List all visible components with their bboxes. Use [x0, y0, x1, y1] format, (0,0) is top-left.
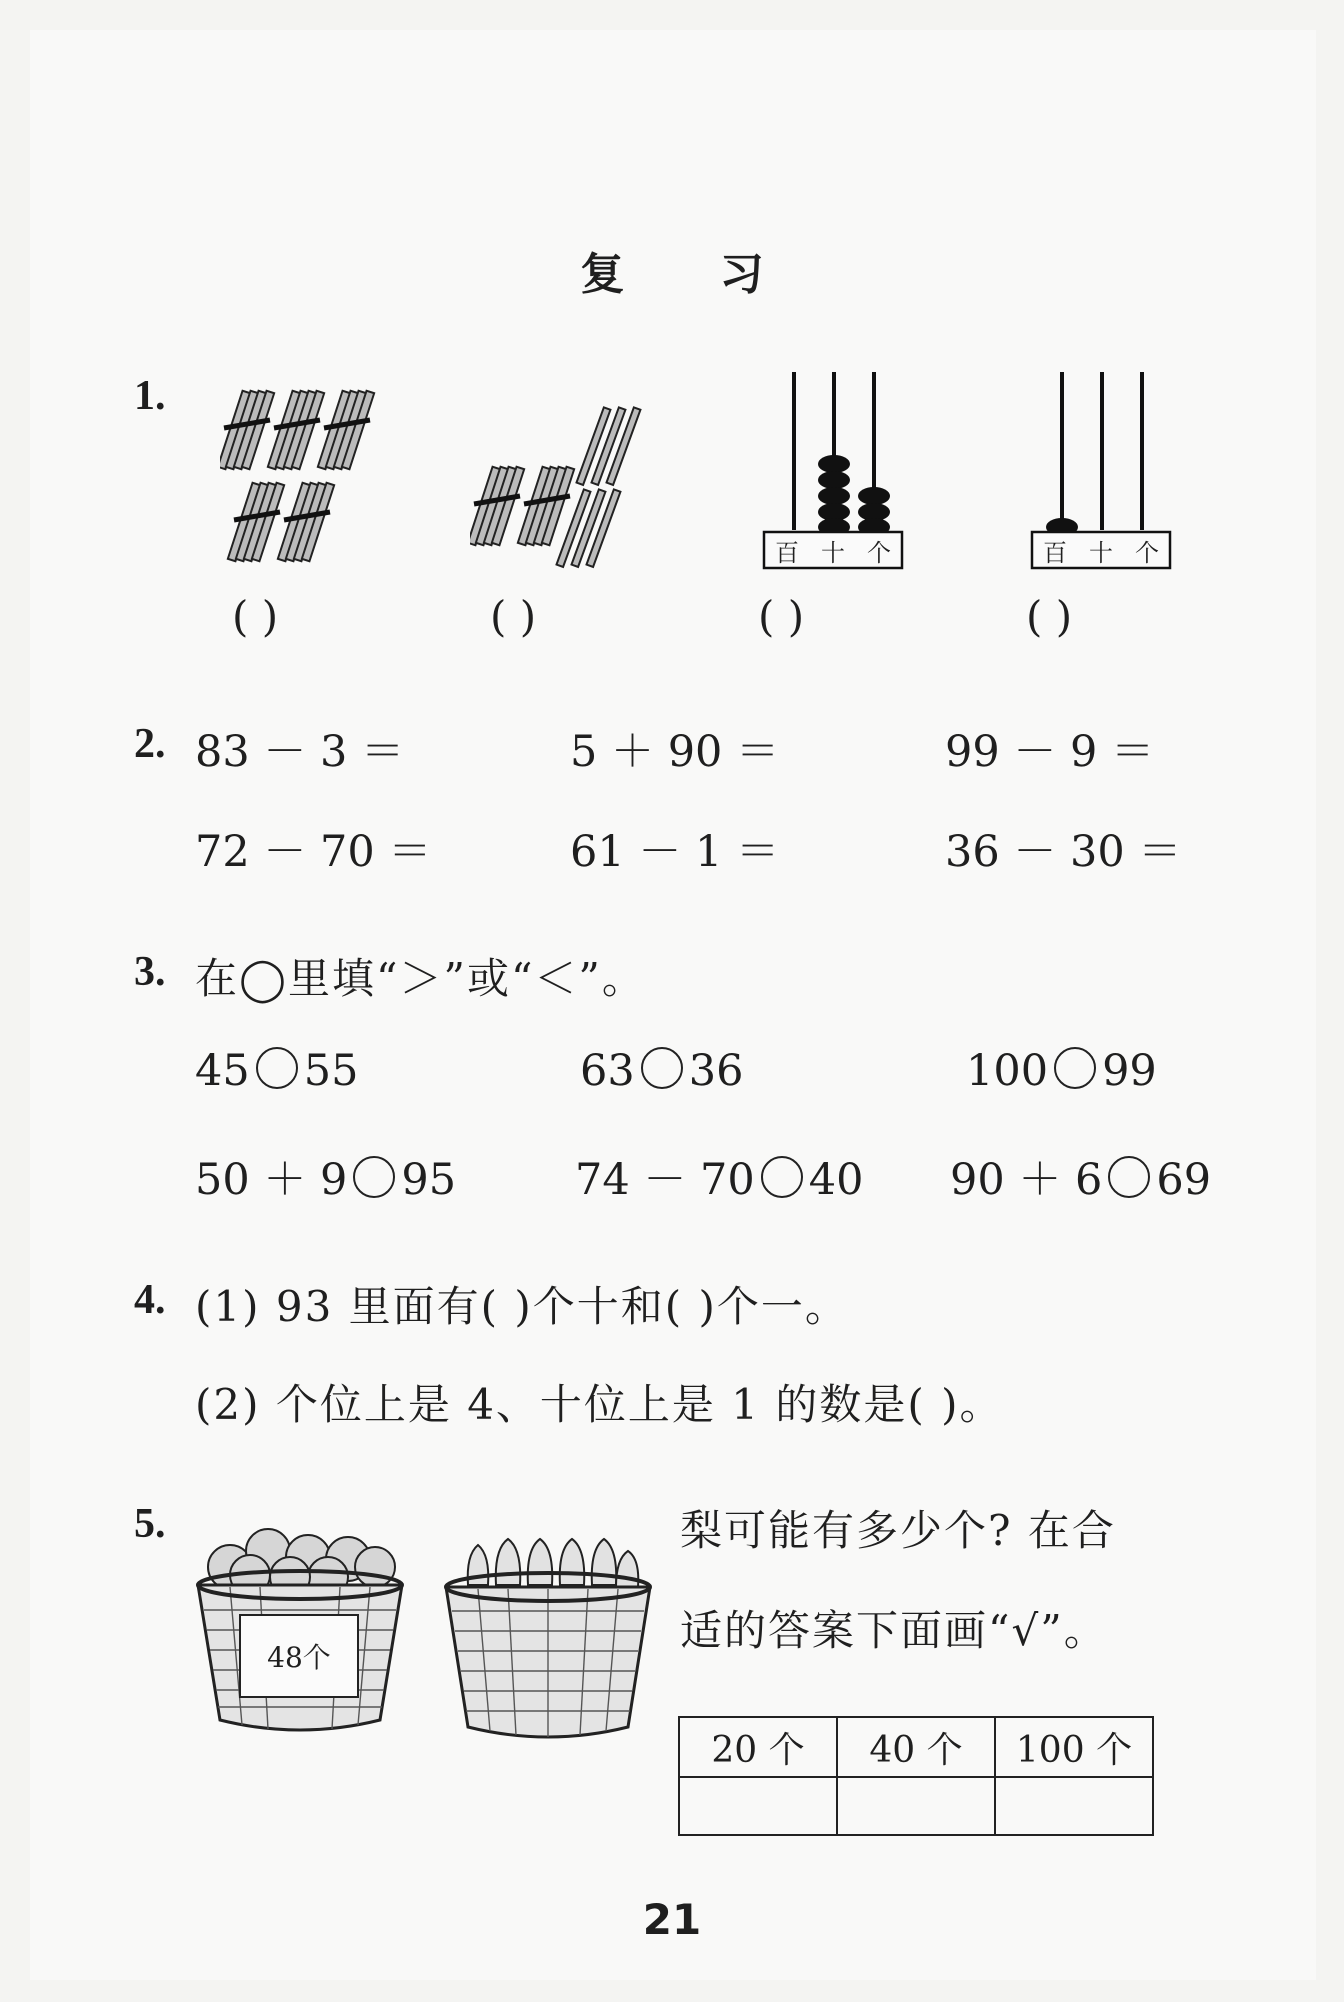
problem-2: 5 ＋ 90 ＝ — [570, 727, 780, 777]
answer-blank-1[interactable]: ( ) — [232, 592, 279, 641]
abacus-1 — [760, 370, 906, 570]
option-100: 100 个 — [995, 1717, 1153, 1777]
compare-right: 55 — [303, 1046, 359, 1096]
check-cell-20[interactable] — [679, 1777, 837, 1835]
stick-bundles-two-plus-sticks — [470, 400, 670, 580]
compare-right: 69 — [1156, 1155, 1212, 1205]
pear-basket-icon — [438, 1515, 658, 1745]
question-5-number: 5. — [134, 1501, 166, 1547]
problem-1: 83 － 3 ＝ — [195, 727, 405, 777]
compare-left: 90 ＋ 6 — [950, 1155, 1103, 1205]
compare-right: 36 — [688, 1046, 744, 1096]
bundle-icon — [220, 391, 274, 470]
question-4-part-2: (2) 个位上是 4、十位上是 1 的数是( )。 — [195, 1380, 1004, 1429]
compare-left: 45 — [195, 1046, 250, 1096]
page-title: 复 习 — [580, 249, 804, 300]
compare-item-2 — [580, 1046, 743, 1096]
question-4-number: 4. — [134, 1277, 166, 1323]
option-20: 20 个 — [679, 1717, 837, 1777]
abacus-label-ones: 个 — [1135, 538, 1159, 567]
option-40: 40 个 — [837, 1717, 995, 1777]
answer-blank-3[interactable]: ( ) — [758, 592, 805, 641]
question-5-text-line-1: 梨可能有多少个? 在合 — [680, 1506, 1116, 1555]
question-1-number: 1. — [134, 373, 166, 419]
compare-circle[interactable] — [1054, 1047, 1096, 1089]
answer-blank-2[interactable]: ( ) — [490, 592, 537, 641]
question-5-text-line-2: 适的答案下面画“√”。 — [680, 1606, 1108, 1655]
compare-circle[interactable] — [256, 1047, 298, 1089]
abacus-label-ones: 个 — [867, 538, 891, 567]
page-number: 21 — [642, 1895, 702, 1944]
check-cell-100[interactable] — [995, 1777, 1153, 1835]
compare-left: 100 — [966, 1046, 1049, 1096]
compare-circle[interactable] — [1108, 1156, 1150, 1198]
question-2-number: 2. — [134, 721, 166, 767]
check-cell-40[interactable] — [837, 1777, 995, 1835]
compare-circle[interactable] — [761, 1156, 803, 1198]
compare-right: 99 — [1102, 1046, 1157, 1096]
answer-blank-4[interactable]: ( ) — [1026, 592, 1073, 641]
abacus-label-hundreds: 百 — [775, 538, 799, 567]
compare-left: 50 ＋ 9 — [195, 1155, 348, 1205]
problem-4: 72 － 70 ＝ — [195, 827, 432, 877]
compare-circle[interactable] — [641, 1047, 683, 1089]
question-3-instruction: 在◯里填“＞”或“＜”。 — [195, 954, 646, 1003]
compare-item-5 — [575, 1146, 864, 1207]
compare-right: 95 — [401, 1155, 457, 1205]
question-4-part-1: (1) 93 里面有( )个十和( )个一。 — [195, 1282, 849, 1331]
problem-3: 99 － 9 ＝ — [945, 727, 1155, 777]
compare-right: 40 — [808, 1155, 864, 1205]
abacus-label-hundreds: 百 — [1043, 538, 1067, 567]
compare-item-3 — [966, 1046, 1157, 1096]
stick-bundles-five — [220, 380, 400, 580]
compare-circle[interactable] — [353, 1156, 395, 1198]
compare-item-1 — [195, 1046, 358, 1096]
problem-6: 36 － 30 ＝ — [945, 827, 1182, 877]
compare-left: 74 － 70 — [575, 1155, 755, 1205]
problem-5: 61 － 1 ＝ — [570, 827, 780, 877]
question-3-number: 3. — [134, 949, 166, 995]
basket-label: 48个 — [267, 1641, 331, 1674]
abacus-label-tens: 十 — [1089, 538, 1113, 567]
abacus-2 — [1028, 370, 1174, 570]
compare-item-6 — [950, 1146, 1211, 1207]
answer-table — [678, 1716, 1154, 1836]
compare-left: 63 — [580, 1046, 635, 1096]
abacus-label-tens: 十 — [821, 538, 845, 567]
compare-item-4 — [195, 1146, 456, 1207]
